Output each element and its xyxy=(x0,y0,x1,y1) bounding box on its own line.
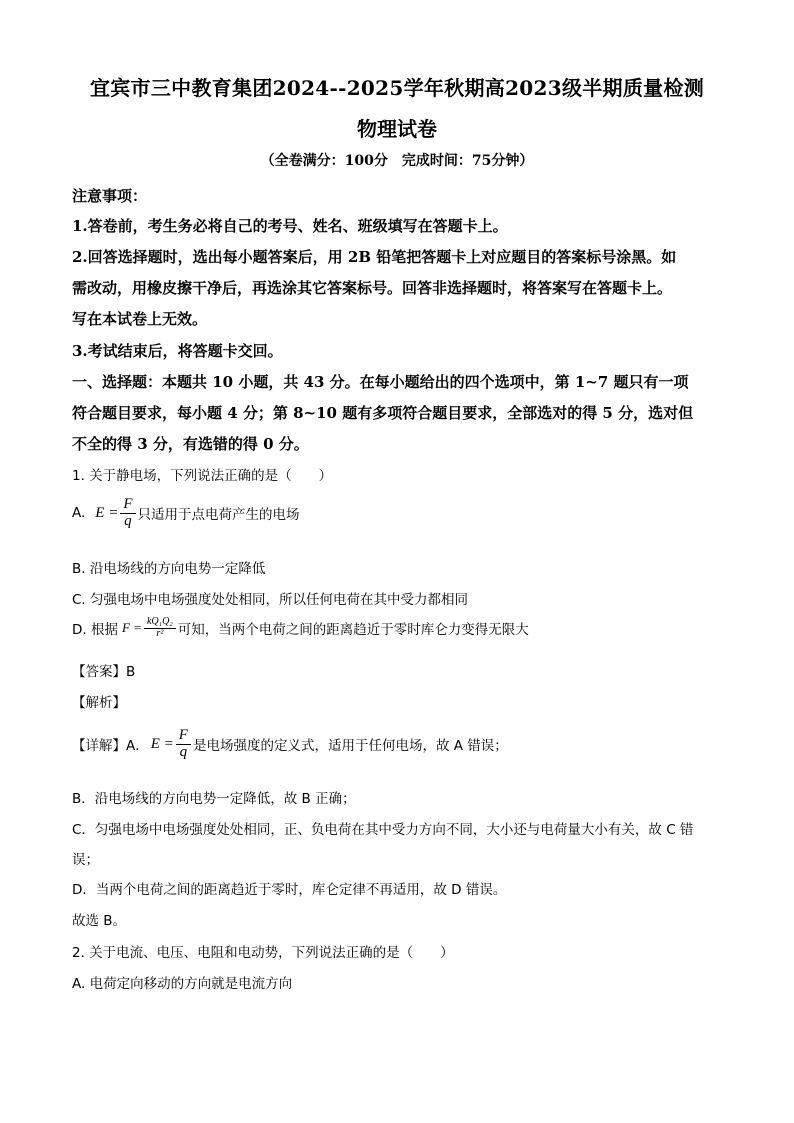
section-desc: 符合题目要求，每小题 4 分；第 8~10 题有多项符合题目要求，全部选对的得 5 分，选对但 xyxy=(72,404,694,422)
exam-subject: 物理试卷 xyxy=(357,117,437,141)
fraction-numerator: kQ₁Q₂ xyxy=(144,617,176,629)
q1-option-a-text: 只适用于点电荷产生的电场 xyxy=(137,507,300,524)
q1-option-c: C. 匀强电场中电场强度处处相同，所以任何电荷在其中受力都相同 xyxy=(72,592,469,608)
fraction-numerator: F xyxy=(176,728,191,745)
q1-analysis-label: 【解析】 xyxy=(72,695,126,711)
q1-detail-b: B．沿电场线的方向电势一定降低，故 B 正确； xyxy=(72,791,356,807)
q2-option-a: A. 电荷定向移动的方向就是电流方向 xyxy=(72,976,293,992)
fraction-denominator: r² xyxy=(156,627,164,639)
q1-option-d-fraction xyxy=(144,617,176,639)
q1-detail-eq-lhs: E = xyxy=(150,735,174,752)
q1-option-a xyxy=(72,497,300,530)
q2-stem: 2. 关于电流、电压、电阻和电动势，下列说法正确的是（ ） xyxy=(72,945,454,961)
q1-option-a-fraction xyxy=(120,497,135,530)
q1-option-d xyxy=(72,617,529,639)
section-desc-end: 不全的得 3 分，有选错的得 0 分。 xyxy=(72,435,309,453)
q1-detail-a-text: 是电场强度的定义式，适用于任何电场，故 A 错误； xyxy=(192,738,508,755)
q1-option-b: B. 沿电场线的方向电势一定降低 xyxy=(72,561,266,577)
exam-meta: （全卷满分：100分 完成时间：75分钟） xyxy=(260,153,534,169)
q1-option-a-label: A. xyxy=(72,505,86,522)
section-heading: 一、选择题：本题共 10 小题，共 43 分。在每小题给出的四个选项中，第 1~7 题只有一项 xyxy=(72,373,689,391)
q1-detail-a xyxy=(72,728,508,761)
q1-option-d-text: 可知，当两个电荷之间的距离趋近于零时库仑力变得无限大 xyxy=(177,622,529,638)
exam-title: 宜宾市三中教育集团2024--2025学年秋期高2023级半期质量检测 xyxy=(89,76,705,100)
q1-option-d-eq-lhs: F = xyxy=(121,620,142,635)
q1-answer: 【答案】B xyxy=(72,664,136,680)
q1-detail-fraction xyxy=(176,728,191,761)
q1-detail-prefix: 【详解】A． xyxy=(72,738,149,755)
q1-detail-c-cont: 误； xyxy=(72,852,99,868)
note-item-3: 3.考试结束后，将答题卡交回。 xyxy=(72,342,283,360)
note-item-1: 1.答卷前，考生务必将自己的考号、姓名、班级填写在答题卡上。 xyxy=(72,217,508,235)
q1-detail-c: C．匀强电场中电场强度处处相同，正、负电荷在其中受力方向不同，大小还与电荷量大小有关，故 C 错 xyxy=(72,822,694,838)
q1-detail-d: D．当两个电荷之间的距离趋近于零时，库仑定律不再适用，故 D 错误。 xyxy=(72,882,507,898)
note-item-2: 2.回答选择题时，选出每小题答案后，用 2B 铅笔把答题卡上对应题目的答案标号涂黑。如 xyxy=(72,248,677,266)
fraction-denominator: q xyxy=(179,743,188,760)
fraction-denominator: q xyxy=(124,512,132,529)
q1-option-a-eq-lhs: E = xyxy=(95,504,119,521)
q1-option-d-prefix: D. 根据 xyxy=(72,622,118,638)
q1-conclusion: 故选 B。 xyxy=(72,913,127,929)
note-item-2-cont: 需改动，用橡皮擦干净后，再选涂其它答案标号。回答非选择题时，将答案写在答题卡上。 xyxy=(72,279,673,297)
notes-heading: 注意事项： xyxy=(72,187,148,205)
note-item-2-end: 写在本试卷上无效。 xyxy=(72,310,208,328)
q1-stem: 1. 关于静电场，下列说法正确的是（ ） xyxy=(72,468,333,484)
fraction-numerator: F xyxy=(120,497,135,514)
